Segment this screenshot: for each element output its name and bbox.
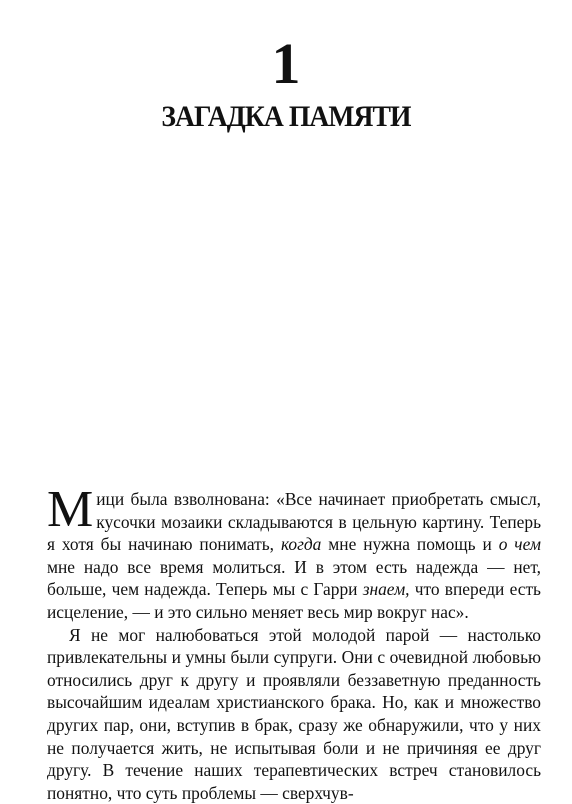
chapter-number: 1 [271, 31, 301, 96]
paragraph-1-emphasis-know: знаем, [362, 579, 410, 600]
paragraph-1-emphasis-when: когда [280, 534, 322, 555]
paragraph-1-text-d: что впереди есть исцеление, — и это сильно меняет весь мир вокруг нас». [47, 579, 541, 622]
chapter-title: ЗАГАДКА ПАМЯТИ [161, 100, 411, 133]
paragraph-1-emphasis-what: о чем [498, 534, 541, 555]
paragraph-2: Я не мог налюбоваться этой молодой парой — настолько привлекательны и умны были супруги. Они с очевидной любовью относились друг к другу и проявляли беззаветную преданность высочайшим идеалам христианского брака. Но, как и множество других пар, они, вступив в брак, сразу же обнаружили, что у них не получается жить, не испытывая боли и не причиняя ее друг другу. В течение наших терапевтических встреч становилось понятно, что суть проблемы — сверхчув- [47, 624, 541, 803]
paragraph-1-text-b: мне нужна помощь и [321, 534, 499, 555]
paragraph-1-text-c: мне надо все время молиться. И в этом есть надежда — нет, больше, чем надежда. Теперь мы с Гарри [47, 556, 541, 600]
body-text [47, 481, 541, 804]
drop-cap: М [47, 481, 94, 538]
paragraph-1-text-a: ици была взволнована: «Все начинает приобретать смысл, кусочки мозаики складываются в цельную картину. Теперь я хотя бы начинаю понимать, [47, 489, 541, 555]
paragraph-1 [47, 481, 541, 624]
